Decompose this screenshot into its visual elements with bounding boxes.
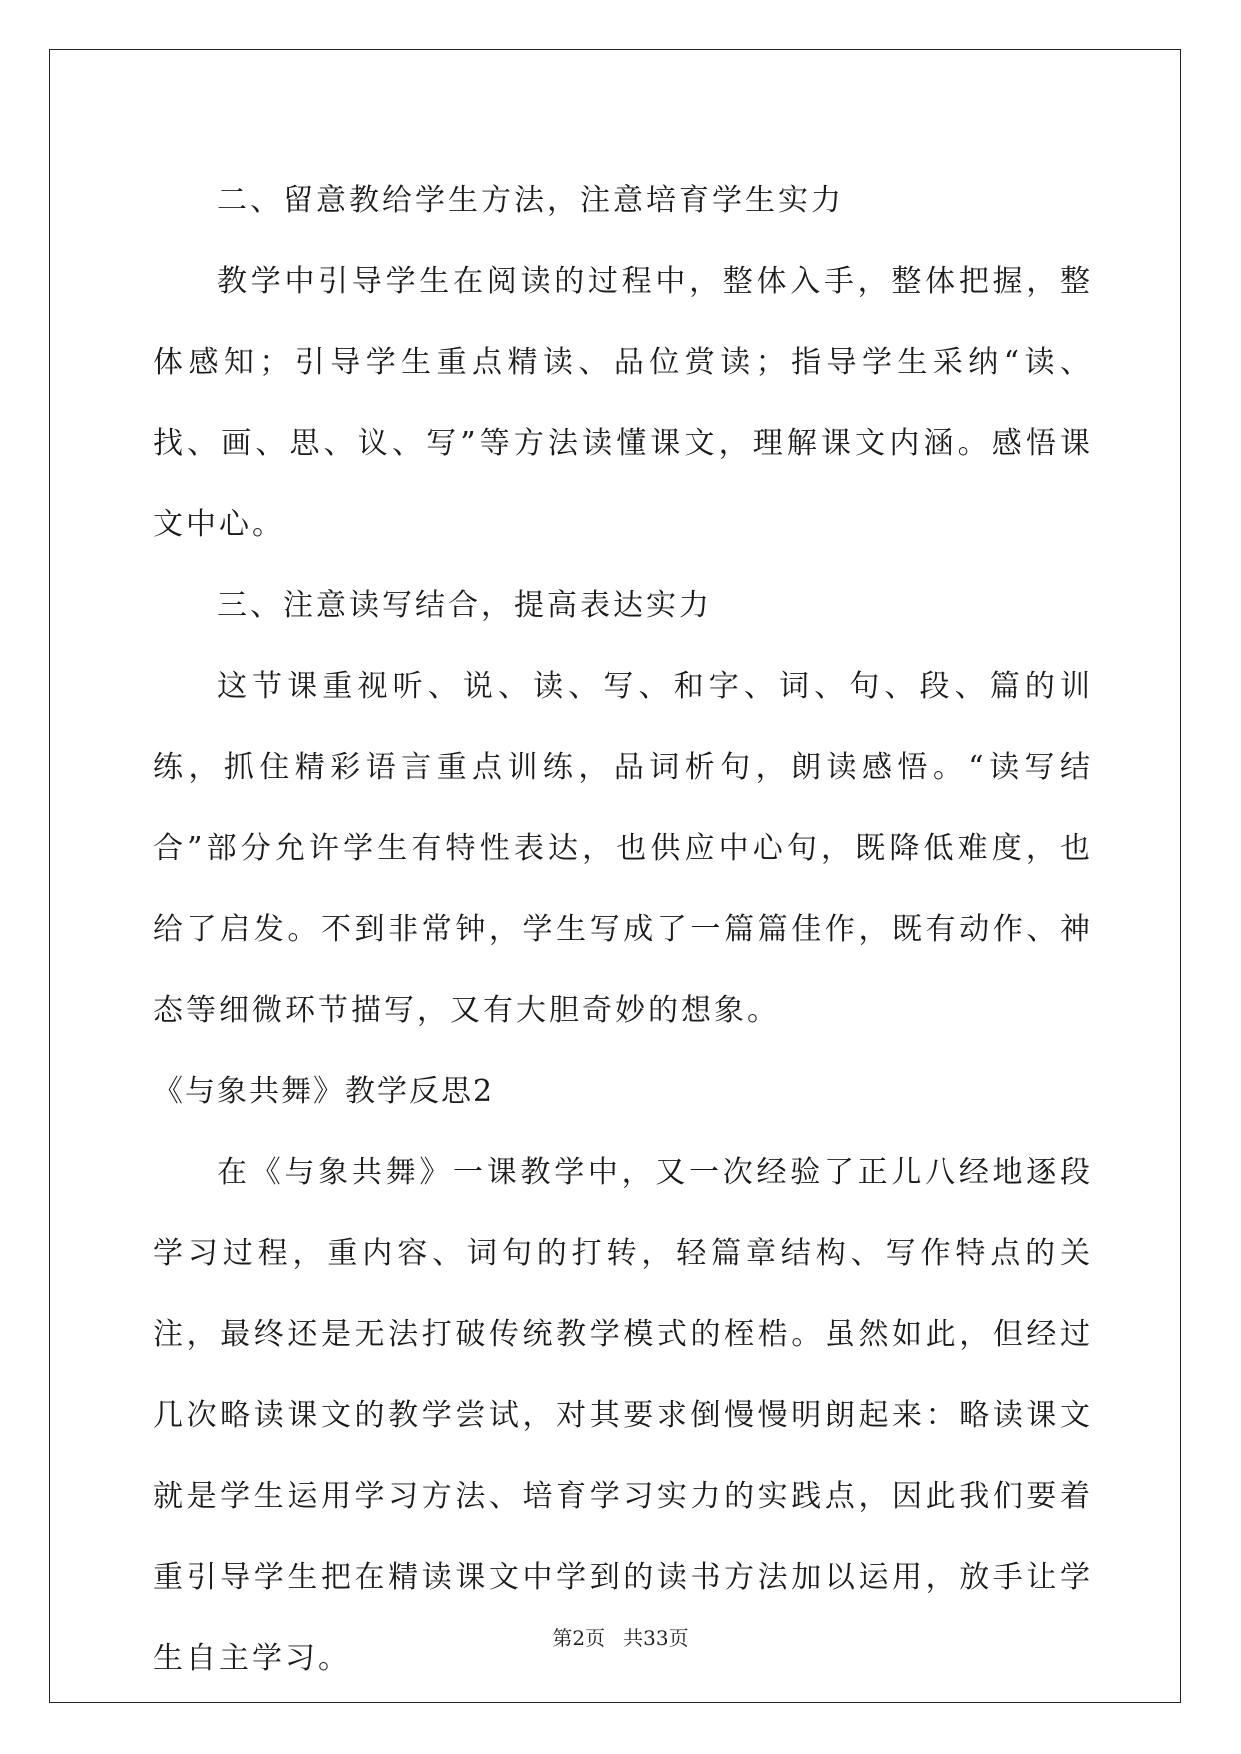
page-number: 第2页 bbox=[552, 1626, 606, 1650]
paragraph-reflection: 在《与象共舞》一课教学中，又一次经验了正儿八经地逐段学习过程，重内容、词句的打转，轻篇章结构、写作特点的关注，最终还是无法打破传统教学模式的桎梏。虽然如此，但经过几次略读课文的教学尝试，对其要求倒慢慢明朗起来：略读课文就是学生运用学习方法、培育学习实力的实践点，因此我们要着重引导学生把在精读课文中学到的读书方法加以运用，放手让学生自主学习。 bbox=[153, 1155, 1093, 1676]
section-heading-3: 三、注意读写结合，提高表达实力 bbox=[217, 588, 712, 623]
paragraph-reading-writing: 这节课重视听、说、读、写、和字、词、句、段、篇的训练，抓住精彩语言重点训练，品词析句，朗读感悟。“读写结合”部分允许学生有特性表达，也供应中心句，既降低难度，也给了启发。不到非常钟，学生写成了一篇篇佳作，既有动作、神态等细微环节描写，又有大胆奇妙的想象。 bbox=[153, 669, 1093, 1028]
document-body bbox=[153, 160, 1093, 1699]
page-total: 共33页 bbox=[623, 1626, 689, 1650]
paragraph-method: 教学中引导学生在阅读的过程中，整体入手，整体把握，整体感知；引导学生重点精读、品位赏读；指导学生采纳“读、找、画、思、议、写”等方法读懂课文，理解课文内涵。感悟课文中心。 bbox=[153, 264, 1093, 542]
page-footer bbox=[0, 1622, 1241, 1651]
reflection-title: 《与象共舞》教学反思2 bbox=[153, 1074, 495, 1109]
section-heading-2: 二、留意教给学生方法，注意培育学生实力 bbox=[217, 183, 844, 218]
